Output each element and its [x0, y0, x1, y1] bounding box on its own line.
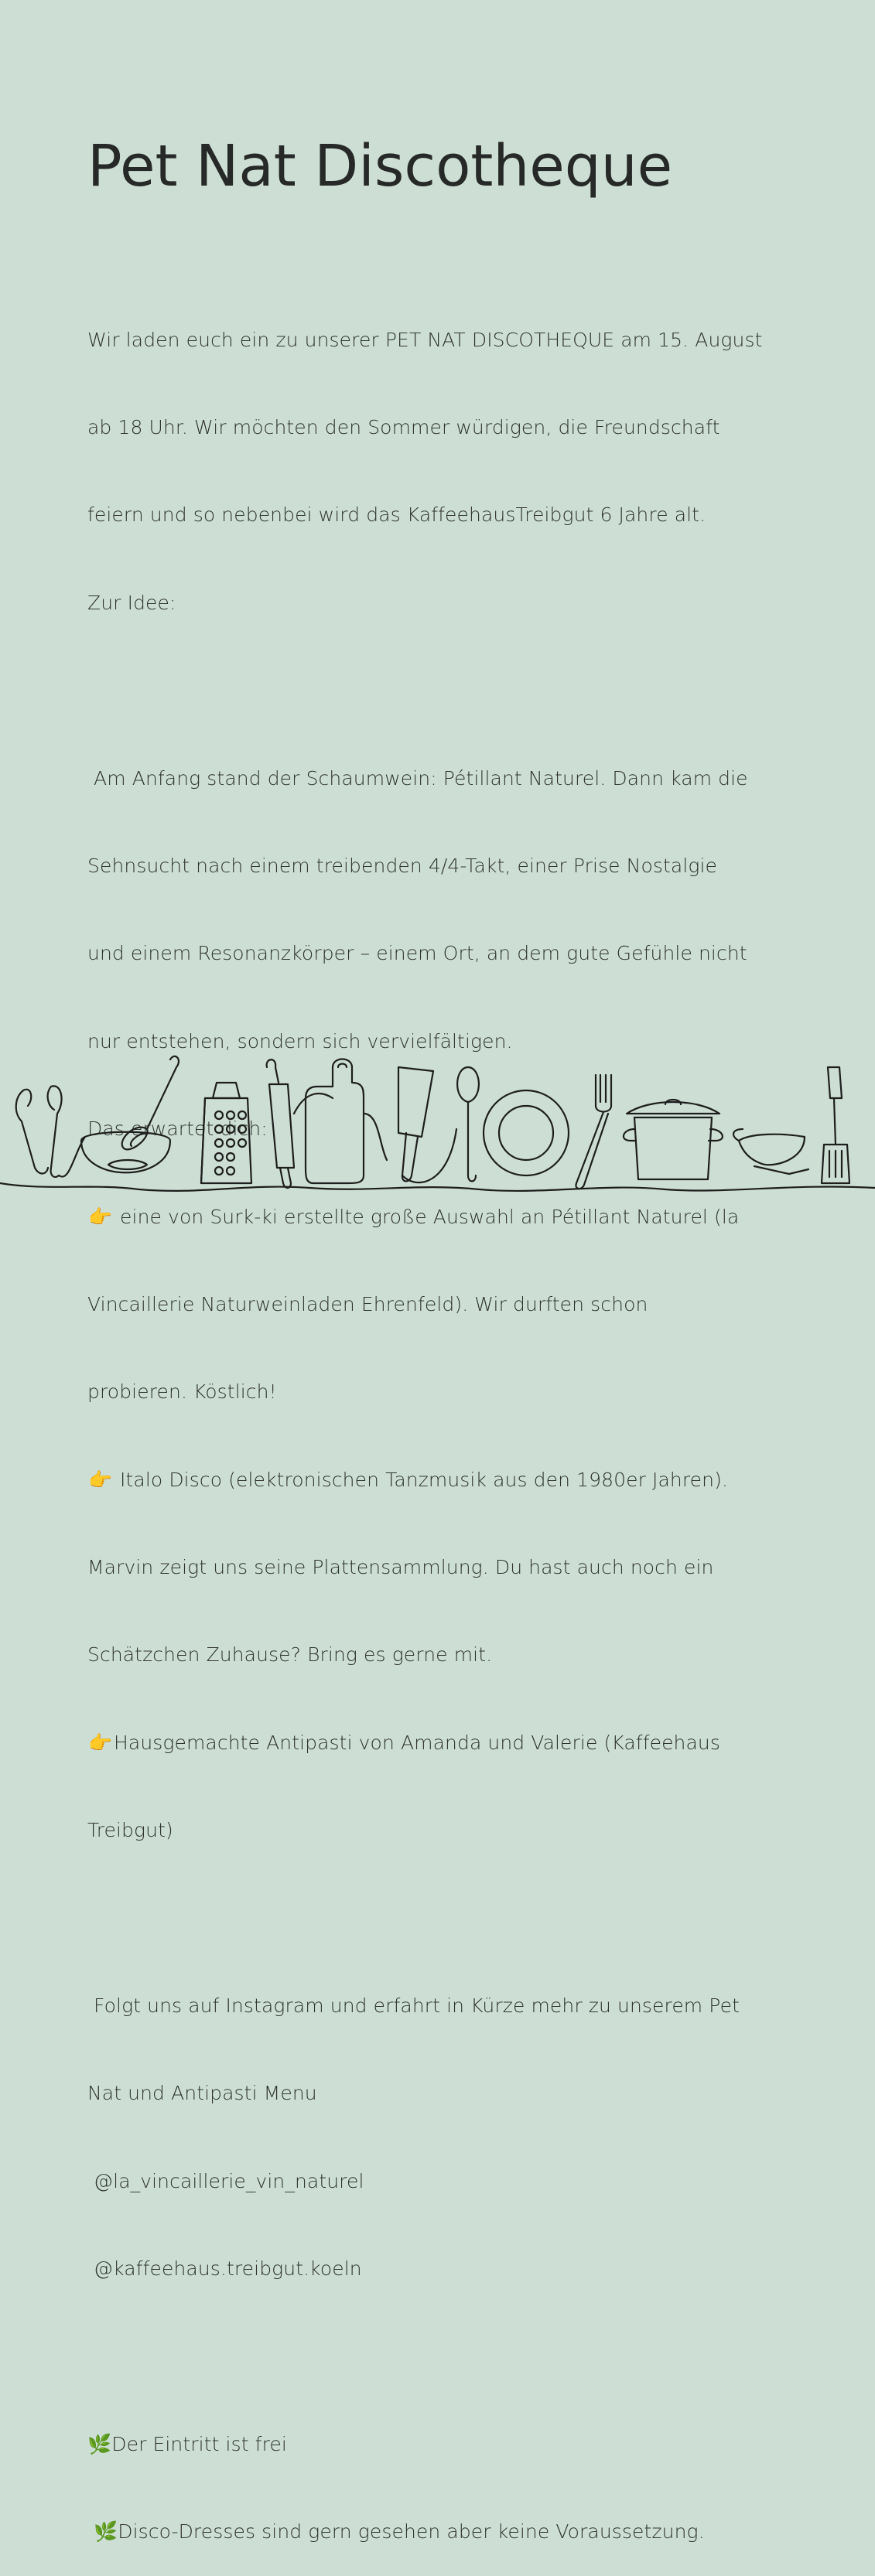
idea-line: Am Anfang stand der Schaumwein: Pétillant Naturel. Dann kam die [87, 766, 748, 790]
intro-line: feiern und so nebenbei wird das KaffeehausTreibgut 6 Jahre alt. [87, 503, 706, 527]
herb-icon: 🌿 [94, 2520, 118, 2544]
expect-heading: Das erwartet dich: [87, 1117, 268, 1141]
blank-line [87, 2342, 784, 2372]
tongs-icon [16, 1086, 85, 1177]
intro-line: Zur Idee: [87, 591, 176, 614]
intro-line: Wir laden euch ein zu unserer PET NAT DISCOTHEQUE am 15. August [87, 328, 763, 351]
list-item [87, 1465, 784, 1495]
base-line [0, 1183, 875, 1191]
blank-line [87, 676, 784, 705]
pot-icon [624, 1100, 723, 1179]
rolling-pin-icon [267, 1059, 333, 1188]
fork-icon [576, 1075, 611, 1189]
list-item-text: Italo Disco (elektronischen Tanzmusik aus den 1980er Jahren). [114, 1468, 728, 1491]
instagram-handle: @kaffeehaus.treibgut.koeln [87, 2257, 362, 2281]
grater-icon [201, 1083, 251, 1183]
pointing-hand-icon: 👉 [88, 1205, 113, 1228]
list-item-continuation: Marvin zeigt uns seine Plattensammlung. Du hast auch noch ein [87, 1556, 714, 1579]
list-item-text: eine von Surk-ki erstellte große Auswahl an Pétillant Naturel (la [114, 1205, 740, 1228]
idea-line: nur entstehen, sondern sich vervielfältigen. [87, 1029, 513, 1053]
note-text: Der Eintritt ist frei [111, 2432, 287, 2455]
note-text: Disco-Dresses sind gern gesehen aber keine Voraussetzung. [118, 2520, 705, 2544]
cutting-board-icon [306, 1059, 387, 1184]
gravy-boat-icon [733, 1129, 808, 1174]
note-item [87, 2517, 784, 2547]
list-item-continuation: probieren. Köstlich! [87, 1380, 277, 1404]
page-title: Pet Nat Discotheque [87, 133, 673, 200]
list-item-continuation: Schätzchen Zuhause? Bring es gerne mit. [87, 1643, 493, 1667]
blank-line [87, 1904, 784, 1933]
plate-icon [484, 1090, 569, 1175]
pointing-hand-icon: 👉 [88, 1468, 113, 1491]
herb-icon: 🌿 [87, 2432, 112, 2455]
list-item [87, 1728, 784, 1758]
pointing-hand-icon: 👉 [88, 1731, 113, 1754]
instagram-handle: @la_vincaillerie_vin_naturel [87, 2169, 364, 2192]
list-item-text: Hausgemachte Antipasti von Amanda und Valerie (Kaffeehaus [114, 1731, 720, 1754]
note-item [87, 2430, 784, 2459]
whisk-bowl-icon [81, 1056, 179, 1172]
invitation-text [87, 267, 784, 2576]
spatula-icon [822, 1067, 849, 1183]
spoon-icon [457, 1067, 479, 1182]
cleaver-icon [398, 1067, 456, 1182]
list-item-continuation: Vincaillerie Naturweinladen Ehrenfeld). Wir durften schon [87, 1292, 648, 1315]
kitchen-utensils-illustration [0, 1067, 875, 1237]
instagram-line: Nat und Antipasti Menu [87, 2082, 317, 2105]
intro-line: ab 18 Uhr. Wir möchten den Sommer würdigen, die Freundschaft [87, 415, 720, 438]
idea-line: und einem Resonanzkörper – einem Ort, an dem gute Gefühle nicht [87, 942, 747, 965]
instagram-line: Folgt uns auf Instagram und erfahrt in Kürze mehr zu unserem Pet [87, 1994, 740, 2018]
idea-line: Sehnsucht nach einem treibenden 4/4-Takt, einer Prise Nostalgie [87, 854, 717, 877]
list-item-continuation: Treibgut) [87, 1819, 173, 1842]
